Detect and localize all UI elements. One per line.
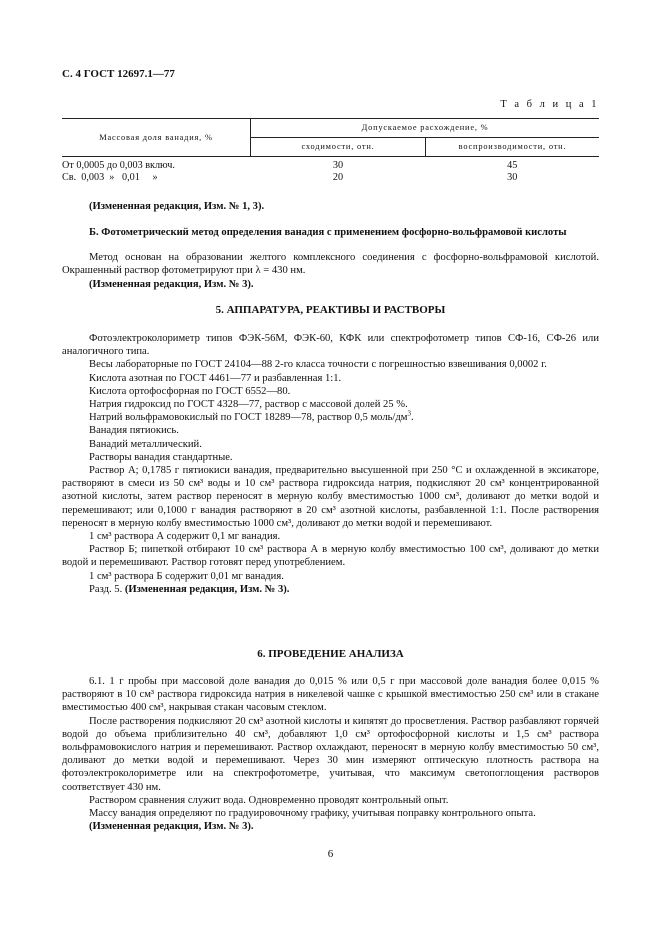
text: . [410, 412, 414, 424]
paragraph: 1 см³ раствора Б содержит 0,01 мг ванадия. [89, 570, 284, 582]
tolerance-table [62, 118, 599, 184]
section-6-body [62, 675, 599, 833]
paragraph: После растворения подкисляют 20 см³ азотной кислоты и кипятят до просветления. Раствор разбавляют горячей водой до объема приблизительно 40 см³, добавляют 1,0 см³ ортофосфорной кислоты и 1,5 см³ раствора вольфрамовокислого натрия и перемешивают. Раствор охлаждают, переносят в мерную колбу вместимостью 50 см³, доливают до метки водой и перемешивают. Через 30 мин измеряют оптическую плотность раствора на фотоэлектроколориметре или на спектрофотометре, учитывая, что максимум светопоглощения растворов соответствует 430 нм. [62, 715, 599, 793]
paragraph: 1 см³ раствора А содержит 0,1 мг ванадия. [89, 531, 281, 543]
cell-reproducibility: 30 [507, 172, 518, 183]
paragraph: Раствор Б; пипеткой отбирают 10 см³ раствора А в мерную колбу вместимостью 100 см³, доливают до метки водой и перемешивают. Раствор готовят перед употреблением. [62, 544, 599, 569]
column-header-reproducibility: воспроизводимости, отн. [426, 138, 600, 157]
column-header-convergence: сходимости, отн. [251, 138, 426, 157]
paragraph: Натрия гидроксид по ГОСТ 4328—77, раствор с массовой долей 25 %. [89, 399, 408, 411]
edit-note: (Измененная редакция, Изм. № 3). [124, 583, 290, 595]
paragraph: Ванадия пятиокись. [89, 425, 179, 437]
superscript: 3 [407, 409, 411, 418]
paragraph: Весы лабораторные по ГОСТ 24104—88 2-го класса точности с погрешностью взвешивания 0,0002 г. [89, 359, 547, 371]
paragraph: Массу ванадия определяют по градуировочному графику, учитывая поправку контрольного опыта. [89, 808, 536, 820]
edit-note: (Измененная редакция, Изм. № 3). [89, 279, 254, 290]
method-b-title: Б. Фотометрический метод определения ванадия с применением фосфорно-вольфрамовой кислоты [89, 227, 567, 238]
section-5-title: 5. АППАРАТУРА, РЕАКТИВЫ И РАСТВОРЫ [215, 304, 446, 316]
cell-range: От 0,0005 до 0,003 включ. [62, 160, 175, 171]
paragraph: Кислота азотная по ГОСТ 4461—77 и разбавленная 1:1. [89, 372, 342, 384]
column-header-fraction: Массовая доля ванадия, % [62, 119, 251, 157]
page-number: 6 [327, 848, 334, 860]
paragraph: Ванадий металлический. [89, 438, 202, 450]
cell-reproducibility: 45 [507, 160, 518, 171]
paragraph [62, 583, 599, 596]
text: Разд. 5. [89, 583, 123, 595]
page-header: С. 4 ГОСТ 12697.1—77 [62, 68, 175, 80]
paragraph: Раствором сравнения служит вода. Одновременно проводят контрольный опыт. [89, 794, 449, 806]
column-header-allowed: Допускаемое расхождение, % [251, 119, 600, 138]
section-6-title: 6. ПРОВЕДЕНИЕ АНАЛИЗА [257, 648, 404, 660]
edit-note: (Измененная редакция, Изм. № 3). [89, 821, 254, 833]
method-b-description: Метод основан на образовании желтого комплексного соединения с фосфорно-вольфрамовой кислотой. Окрашенный раствор фотометрируют при λ = 430 нм. [62, 252, 599, 277]
table-caption: Т а б л и ц а 1 [500, 99, 599, 110]
paragraph: Раствор А; 0,1785 г пятиокиси ванадия, предварительно высушенной при 250 °С и охлажденной в эксикаторе, растворяют в смеси из 50 см³ воды и 10 см³ раствора гидроксида натрия, подкисляют 20 см³ концентрированной азотной кислоты, затем раствор переносят в мерную колбу вместимостью 1000 см³, доливают до метки водой и перемешивают; или 0,1000 г ванадия растворяют в 20 см³ азотной кислоты, разбавленной 1:1. После растворения переносят в мерную колбу вместимостью 1000 см³, доливают до метки водой и перемешивают. [62, 465, 599, 529]
paragraph: 6.1. 1 г пробы при массовой доле ванадия до 0,015 % или 0,5 г при массовой доле ванадия более 0,015 % растворяют в 10 см³ раствора гидроксида натрия в никелевой чашке с крышкой вместимостью 250 см³ или в стакане вместимостью 400 см³, накрывая стакан часовым стеклом. [62, 676, 599, 714]
edit-note: (Измененная редакция, Изм. № 1, 3). [89, 201, 265, 212]
cell-convergence: 30 [332, 160, 344, 171]
cell-range: Св. 0,003 » 0,01 » [62, 172, 158, 183]
table-row [62, 172, 599, 184]
paragraph: Кислота ортофосфорная по ГОСТ 6552—80. [89, 385, 291, 397]
section-5-body [62, 332, 599, 596]
paragraph: Растворы ванадия стандартные. [89, 451, 233, 463]
text: Натрий вольфрамовокислый по ГОСТ 18289—78, раствор 0,5 моль/дм [89, 412, 408, 424]
paragraph [62, 411, 599, 424]
paragraph: Фотоэлектроколориметр типов ФЭК-56М, ФЭК-60, КФК или спектрофотометр типов СФ-16, СФ-26 или аналогичного типа. [62, 333, 599, 358]
table-row [62, 157, 599, 173]
cell-convergence: 20 [332, 172, 344, 183]
